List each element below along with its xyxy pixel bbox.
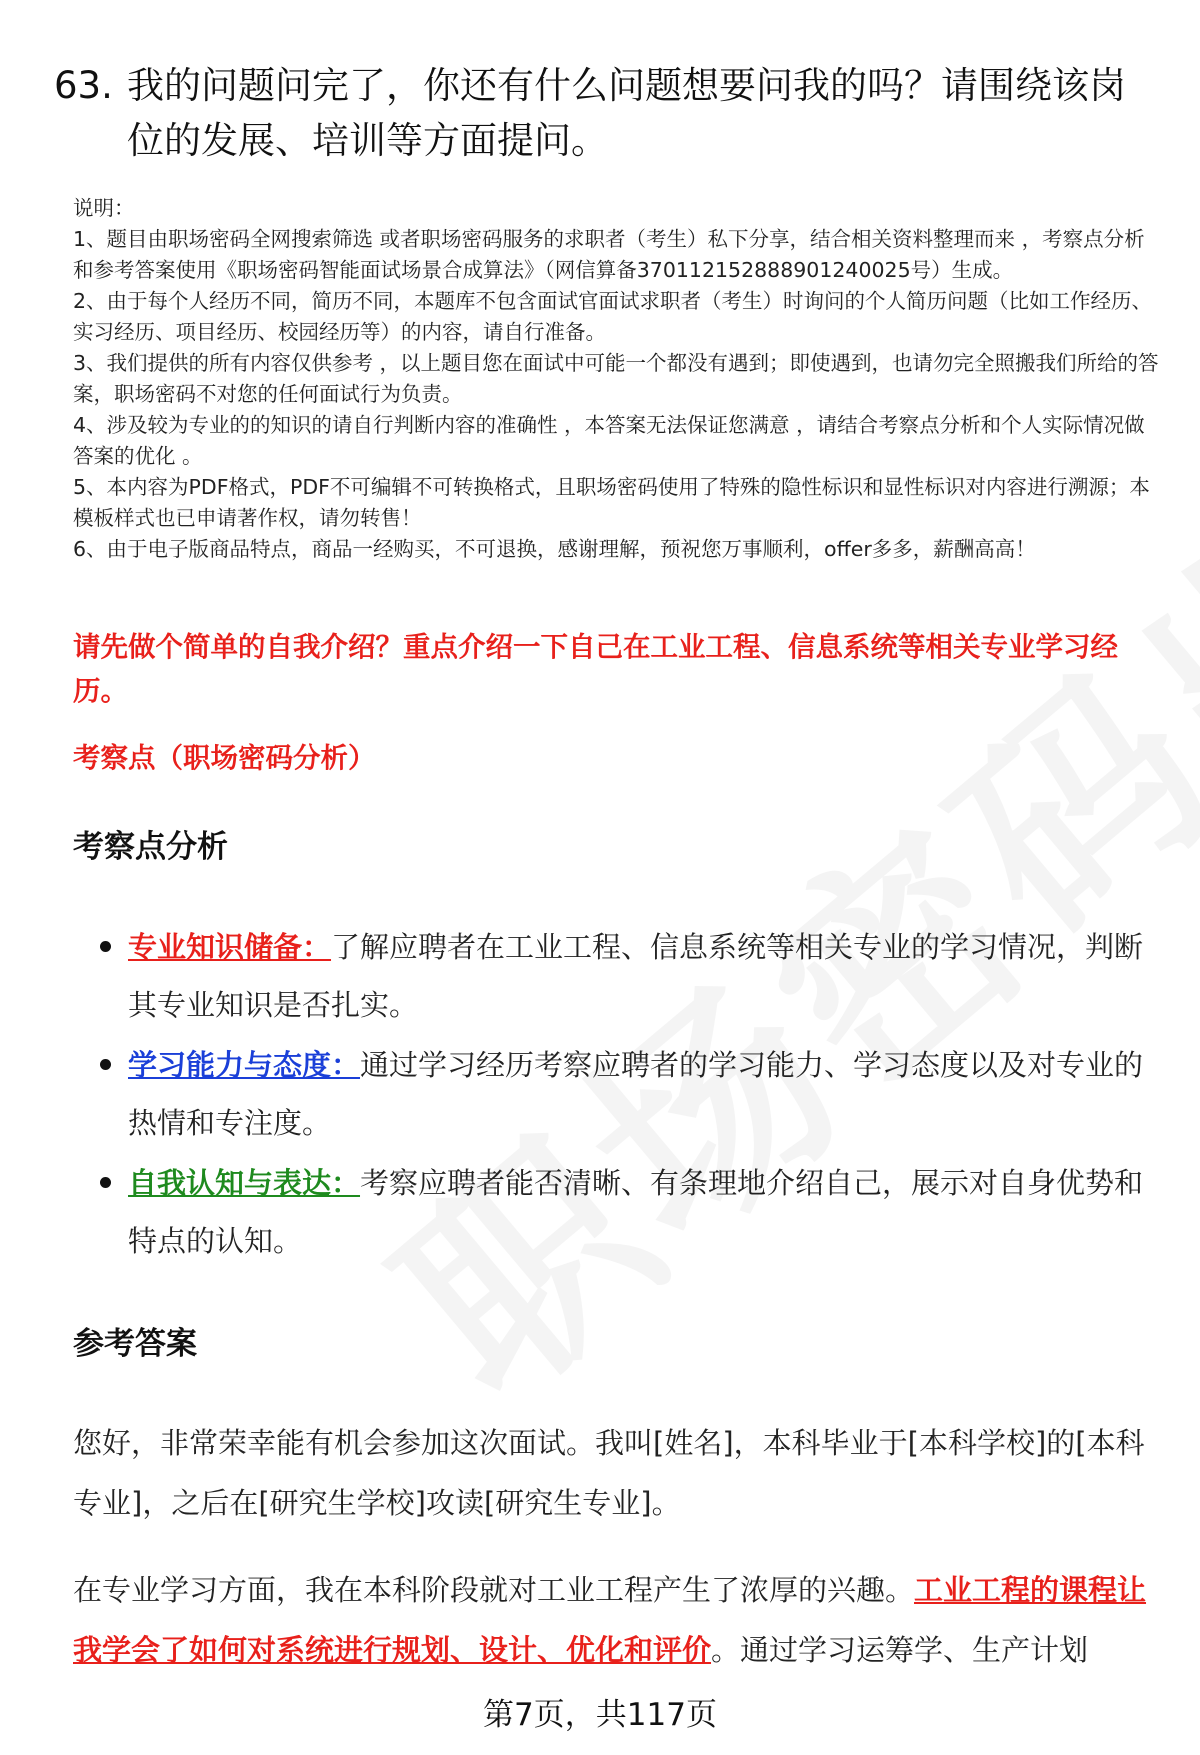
analysis-item	[100, 918, 1160, 1034]
notes-item-4: 4、涉及较为专业的的知识的请自行判断内容的准确性 ，本答案无法保证您满意 ，请结合考察点分析和个人实际情况做答案的优化 。	[73, 413, 1145, 468]
answer-highlight: 工业工程的课程让我学会了如何对系统进行规划、设计、优化和评价	[73, 1573, 1147, 1667]
analysis-text: 考察应聘者能否清晰、有条理地介绍自己，展示对自身优势和特点的认知。	[128, 1166, 1144, 1258]
analysis-item	[100, 1154, 1160, 1270]
answer-text: 。通过学习运筹学、生产计划	[711, 1633, 1089, 1667]
bullet-icon	[100, 1059, 111, 1070]
notes-item-3: 3、我们提供的所有内容仅供参考 ，以上题目您在面试中可能一个都没有遇到；即使遇到，也请勿完全照搬我们所给的答案，职场密码不对您的任何面试行为负责。	[73, 351, 1159, 406]
analysis-list	[100, 918, 1160, 1272]
notes-item-2: 2、由于每个人经历不同，简历不同，本题库不包含面试官面试求职者（考生）时询问的个人简历问题（比如工作经历、实习经历、项目经历、校园经历等）的内容，请自行准备。	[73, 289, 1153, 344]
notes-section	[73, 193, 1163, 565]
notes-item-6: 6、由于电子版商品特点，商品一经购买，不可退换，感谢理解，预祝您万事顺利，offer多多，薪酬高高！	[73, 537, 1036, 561]
analysis-item	[100, 1036, 1160, 1152]
notes-heading: 说明：	[73, 196, 135, 220]
page-footer: 第7页，共117页	[483, 1697, 717, 1733]
analysis-text: 了解应聘者在工业工程、信息系统等相关专业的学习情况，判断其专业知识是否扎实。	[128, 930, 1144, 1022]
interview-question: 请先做个简单的自我介绍？重点介绍一下自己在工业工程、信息系统等相关专业学习经历。	[73, 631, 1118, 707]
answer-text: 在专业学习方面，我在本科阶段就对工业工程产生了浓厚的兴趣。	[73, 1573, 915, 1607]
analysis-term: 学习能力与态度：	[128, 1048, 361, 1082]
analysis-term: 专业知识储备：	[128, 930, 332, 964]
answer-heading: 参考答案	[73, 1326, 197, 1362]
focus-label: 考察点（职场密码分析）	[73, 742, 376, 774]
answer-paragraph-2	[73, 1560, 1153, 1680]
question-title	[54, 58, 1154, 168]
notes-item-5: 5、本内容为PDF格式，PDF不可编辑不可转换格式，且职场密码使用了特殊的隐性标识和显性标识对内容进行溯源；本模板样式也已申请著作权，请勿转售！	[73, 475, 1150, 530]
notes-item-1: 1、题目由职场密码全网搜索筛选 或者职场密码服务的求职者（考生）私下分享，结合相关资料整理而来 ，考察点分析和参考答案使用《职场密码智能面试场景合成算法》（网信算备370112152888901240025号）生成。	[73, 227, 1145, 282]
analysis-heading: 考察点分析	[73, 829, 228, 865]
analysis-text: 通过学习经历考察应聘者的学习能力、学习态度以及对专业的热情和专注度。	[128, 1048, 1144, 1140]
question-text: 我的问题问完了，你还有什么问题想要问我的吗？请围绕该岗位的发展、培训等方面提问。	[127, 64, 1126, 162]
analysis-term: 自我认知与表达：	[128, 1166, 361, 1200]
bullet-icon	[100, 1177, 111, 1188]
answer-paragraph-1: 您好，非常荣幸能有机会参加这次面试。我叫[姓名]，本科毕业于[本科学校]的[本科专业]，之后在[研究生学校]攻读[研究生专业]。	[73, 1426, 1145, 1520]
question-number: 63.	[54, 64, 113, 107]
bullet-icon	[100, 941, 111, 952]
